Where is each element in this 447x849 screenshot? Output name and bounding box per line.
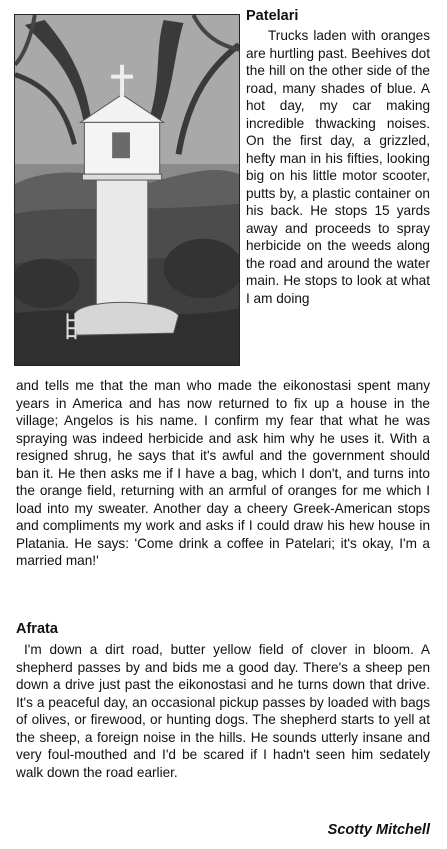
patelari-paragraph: Trucks laden with oranges are hurtling past. Beehives dot the hill on the other side of the road, many shades of blue. A hot day, my car making incredible thwacking noises. On the first day, a grizzled, hefty man in his fifties, looking big on his little motor scooter, putts by, a plastic container on his back. He stops 15 yards away and proceeds to spray herbicide on the weeds along the road and around the water main. He stops to look at what I am doing	[246, 28, 430, 306]
patelari-paragraph-continued: and tells me that the man who made the eikonostasi spent many years in America and has now returned to fix up a house in the village; Angelos is his name. I confirm my fear that what he was spraying was indeed herbicide and ask him why he uses it. With a resigned shrug, he says that it's awful and the government should ban it. He then asks me if I have a bag, which I don't, and turns into the orange field, returning with an armful of oranges for me which I load into my sweater. Another day a cheery Greek-American stops and compliments my work and asks if I could draw his hew house in Platania. He says: 'Come drink a coffee in Patelari; it's okay, I'm a married man!'	[16, 378, 430, 568]
eikonostasi-painting	[14, 14, 240, 366]
patelari-continuation	[16, 377, 430, 570]
afrata-text	[16, 641, 430, 781]
section-heading-patelari: Patelari	[246, 8, 299, 24]
author-byline: Scotty Mitchell	[327, 822, 430, 838]
afrata-paragraph: I'm down a dirt road, butter yellow field of clover in bloom. A shepherd passes by and bids me a good day. There's a sheep pen down a drive just past the eikonostasi and he turns down that drive. It's a peaceful day, an occasional pickup passes by loaded with bags of olives, or firewood, or hunting dogs. The shepherd starts to yell at the sheep, a foreign noise in the hills. He sounds utterly insane and very foul-mouthed and I'd be scared if I hadn't seen him sedately walk down the road earlier.	[16, 642, 430, 780]
section-heading-afrata: Afrata	[16, 621, 58, 637]
patelari-column-text	[246, 27, 430, 307]
painting-illustration	[15, 15, 239, 365]
